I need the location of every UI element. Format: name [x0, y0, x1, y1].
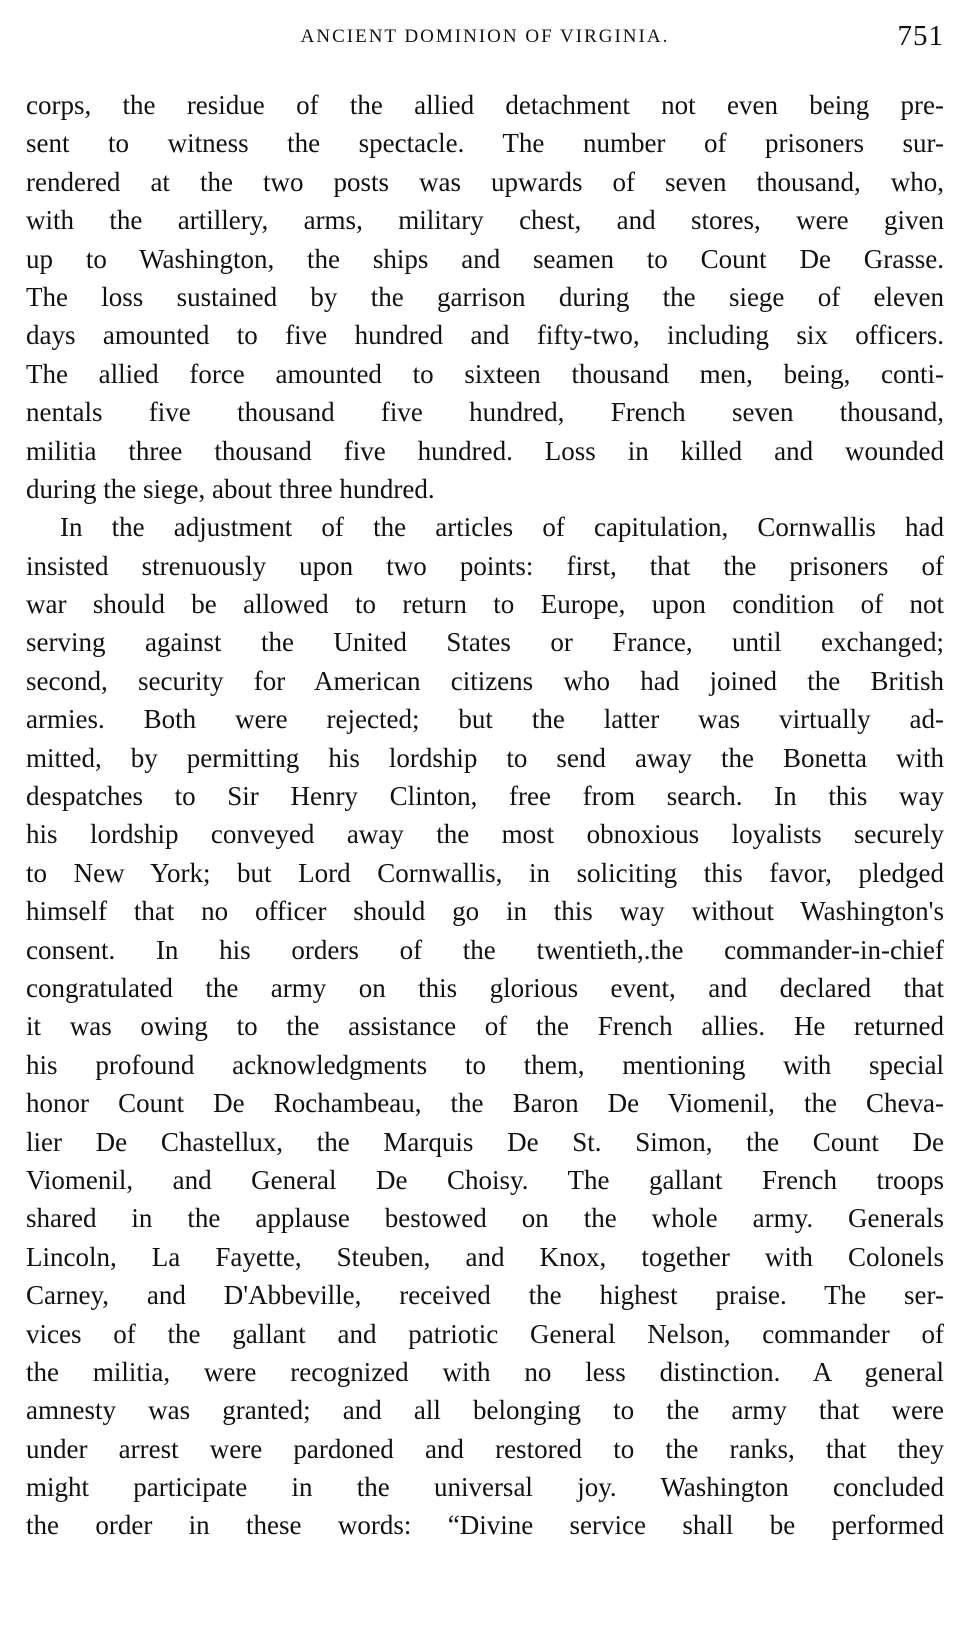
text-line: it was owing to the assistance of the French allies. He returned [26, 1011, 944, 1042]
text-line: shared in the applause bestowed on the whole army. Generals [26, 1203, 944, 1234]
text-line: war should be allowed to return to Europe, upon condition of not [26, 589, 944, 620]
text-line: corps, the residue of the allied detachment not even being pre- [26, 90, 944, 120]
text-line: rendered at the two posts was upwards of seven thousand, who, [26, 166, 944, 197]
text-line: honor Count De Rochambeau, the Baron De Viomenil, the Cheva- [26, 1088, 944, 1119]
text-line: armies. Both were rejected; but the latter was virtually ad- [26, 704, 944, 735]
text-line: with the artillery, arms, military chest, and stores, were given [26, 205, 944, 236]
text-line: the militia, were recognized with no less distinction. A general [26, 1356, 944, 1387]
text-line: Lincoln, La Fayette, Steuben, and Knox, together with Colonels [26, 1241, 944, 1272]
text-line: under arrest were pardoned and restored to the ranks, that they [26, 1433, 944, 1464]
text-line: serving against the United States or France, until exchanged; [26, 627, 944, 658]
text-line: insisted strenuously upon two points: first, that the prisoners of [26, 550, 944, 581]
text-line: to New York; but Lord Cornwallis, in soliciting this favor, pledged [26, 857, 944, 888]
text-line: In the adjustment of the articles of capitulation, Cornwallis had [60, 512, 944, 543]
text-line: his lordship conveyed away the most obnoxious loyalists securely [26, 819, 944, 850]
text-line: The loss sustained by the garrison during the siege of eleven [26, 281, 944, 312]
text-line: nentals five thousand five hundred, French seven thousand, [26, 397, 944, 428]
running-title: ANCIENT DOMINION OF VIRGINIA. [300, 26, 670, 47]
text-line: the order in these words: “Divine service shall be performed [26, 1510, 944, 1541]
body-text [26, 86, 944, 1545]
text-line: second, security for American citizens who had joined the British [26, 665, 944, 696]
text-line: during the siege, about three hundred. [26, 473, 435, 504]
text-line: his profound acknowledgments to them, mentioning with special [26, 1049, 944, 1080]
text-line: consent. In his orders of the twentieth,.the commander-in-chief [26, 934, 944, 965]
text-line: sent to witness the spectacle. The number of prisoners sur- [26, 128, 944, 159]
text-line: Carney, and D'Abbeville, received the highest praise. The ser- [26, 1280, 944, 1311]
text-line: despatches to Sir Henry Clinton, free from search. In this way [26, 781, 944, 812]
text-line: militia three thousand five hundred. Loss in killed and wounded [26, 435, 944, 466]
text-line: himself that no officer should go in this way without Washington's [26, 896, 944, 927]
paragraph-1 [26, 86, 944, 508]
running-header [26, 20, 944, 60]
page-number: 751 [897, 20, 944, 52]
text-line: lier De Chastellux, the Marquis De St. Simon, the Count De [26, 1126, 944, 1157]
text-line: mitted, by permitting his lordship to send away the Bonetta with [26, 742, 944, 773]
text-line: vices of the gallant and patriotic General Nelson, commander of [26, 1318, 944, 1349]
text-line: days amounted to five hundred and fifty-two, including six officers. [26, 320, 944, 351]
text-line: The allied force amounted to sixteen thousand men, being, conti- [26, 358, 944, 389]
text-line: amnesty was granted; and all belonging to the army that were [26, 1395, 944, 1426]
text-line: up to Washington, the ships and seamen to Count De Grasse. [26, 243, 944, 274]
text-line: might participate in the universal joy. Washington concluded [26, 1472, 944, 1503]
text-line: Viomenil, and General De Choisy. The gallant French troops [26, 1164, 944, 1195]
paragraph-2 [26, 508, 944, 1545]
text-line: congratulated the army on this glorious event, and declared that [26, 972, 944, 1003]
